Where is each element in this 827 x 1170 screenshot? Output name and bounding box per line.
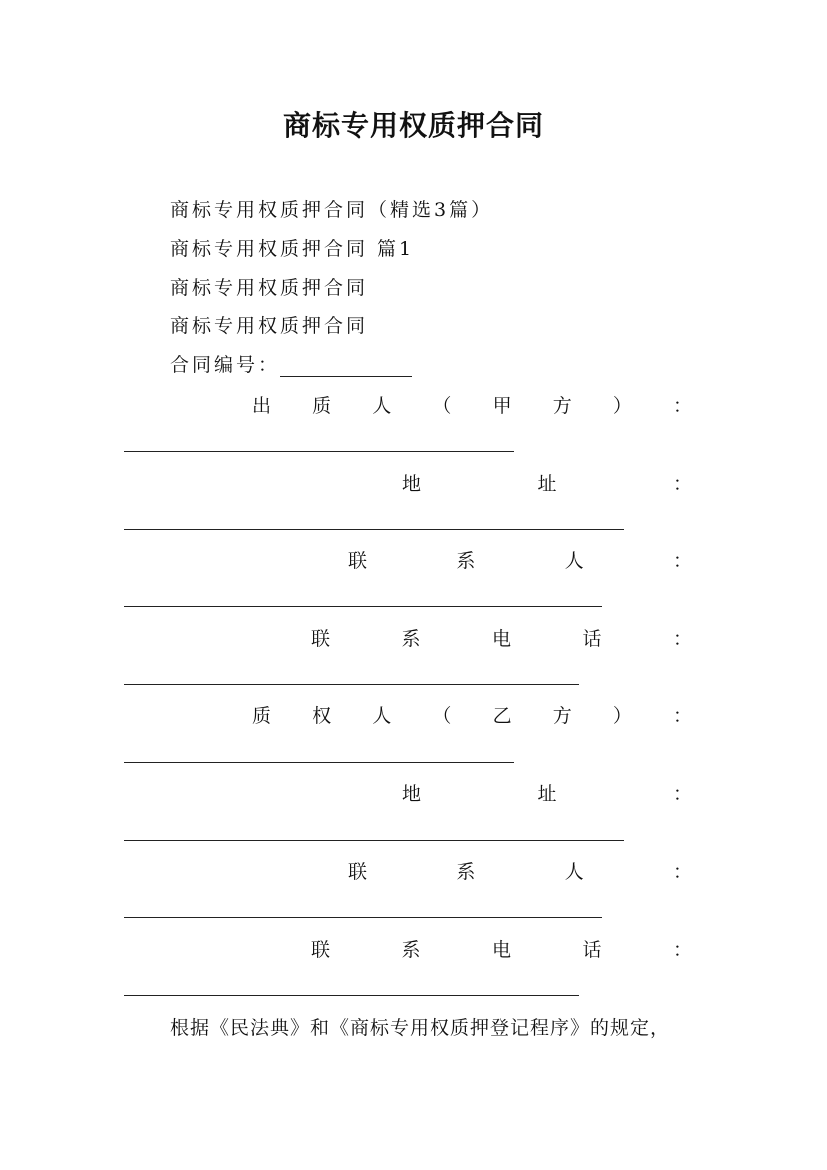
label-char: 权 — [312, 705, 332, 727]
label-char: 联 — [348, 861, 368, 883]
intro-line: 商标专用权质押合同 篇1 — [170, 238, 415, 260]
label-char: 系 — [456, 550, 476, 572]
label-char: 话 — [582, 939, 602, 961]
label-char: 人 — [564, 861, 584, 883]
label-char: （ — [432, 705, 452, 727]
label-char: 方 — [552, 395, 572, 417]
label-char: 人 — [564, 550, 584, 572]
label-char: 系 — [401, 628, 421, 650]
pledgor-contact-blank — [124, 606, 602, 607]
label-char: 方 — [552, 705, 572, 727]
contract-number-label: 合同编号： — [170, 354, 281, 376]
label-char: 乙 — [492, 705, 512, 727]
label-char: 人 — [372, 705, 392, 727]
contract-number-row — [170, 353, 412, 377]
label-char: 电 — [491, 628, 511, 650]
label-char: 址 — [537, 783, 557, 805]
label-char: 质 — [252, 705, 272, 727]
label-char: 质 — [312, 395, 332, 417]
label-char: ） — [612, 705, 632, 727]
label-char: 址 — [537, 473, 557, 495]
label-char: ： — [672, 705, 692, 727]
pledgor-address-blank — [124, 529, 624, 530]
label-char: （ — [432, 395, 452, 417]
pledgee-name-blank — [124, 762, 514, 763]
label-char: 电 — [491, 939, 511, 961]
label-char: 话 — [582, 628, 602, 650]
label-char: ： — [672, 550, 692, 572]
pledgee-phone-blank — [124, 995, 579, 996]
label-char: 甲 — [492, 395, 512, 417]
intro-line: 商标专用权质押合同（精选3篇） — [170, 199, 494, 221]
pledgor-address-row — [402, 472, 692, 496]
label-char: ： — [672, 473, 692, 495]
label-char: ： — [672, 861, 692, 883]
label-char: 系 — [401, 939, 421, 961]
label-char: 联 — [348, 550, 368, 572]
pledgor-phone-row — [311, 627, 692, 651]
pledgor-label-row — [252, 394, 692, 418]
label-char: ： — [672, 395, 692, 417]
pledgor-phone-blank — [124, 684, 579, 685]
label-char: ） — [612, 395, 632, 417]
label-char: ： — [672, 783, 692, 805]
label-char: ： — [672, 628, 692, 650]
pledgee-address-row — [402, 782, 692, 806]
pledgor-name-blank — [124, 451, 514, 452]
pledgor-contact-row — [348, 549, 692, 573]
label-char: ： — [672, 939, 692, 961]
label-char: 地 — [402, 783, 422, 805]
intro-line: 商标专用权质押合同 — [170, 277, 369, 299]
label-char: 系 — [456, 861, 476, 883]
pledgee-address-blank — [124, 840, 624, 841]
label-char: 人 — [372, 395, 392, 417]
contract-number-blank — [280, 358, 412, 377]
closing-line: 根据《民法典》和《商标专用权质押登记程序》的规定， — [170, 1017, 671, 1039]
pledgee-contact-blank — [124, 917, 602, 918]
intro-line: 商标专用权质押合同 — [170, 315, 369, 337]
label-char: 地 — [402, 473, 422, 495]
pledgee-phone-row — [311, 938, 692, 962]
label-char: 联 — [311, 628, 331, 650]
pledgee-contact-row — [348, 860, 692, 884]
pledgee-label-row — [252, 704, 692, 728]
document-title: 商标专用权质押合同 — [282, 109, 544, 142]
label-char: 出 — [252, 395, 272, 417]
label-char: 联 — [311, 939, 331, 961]
